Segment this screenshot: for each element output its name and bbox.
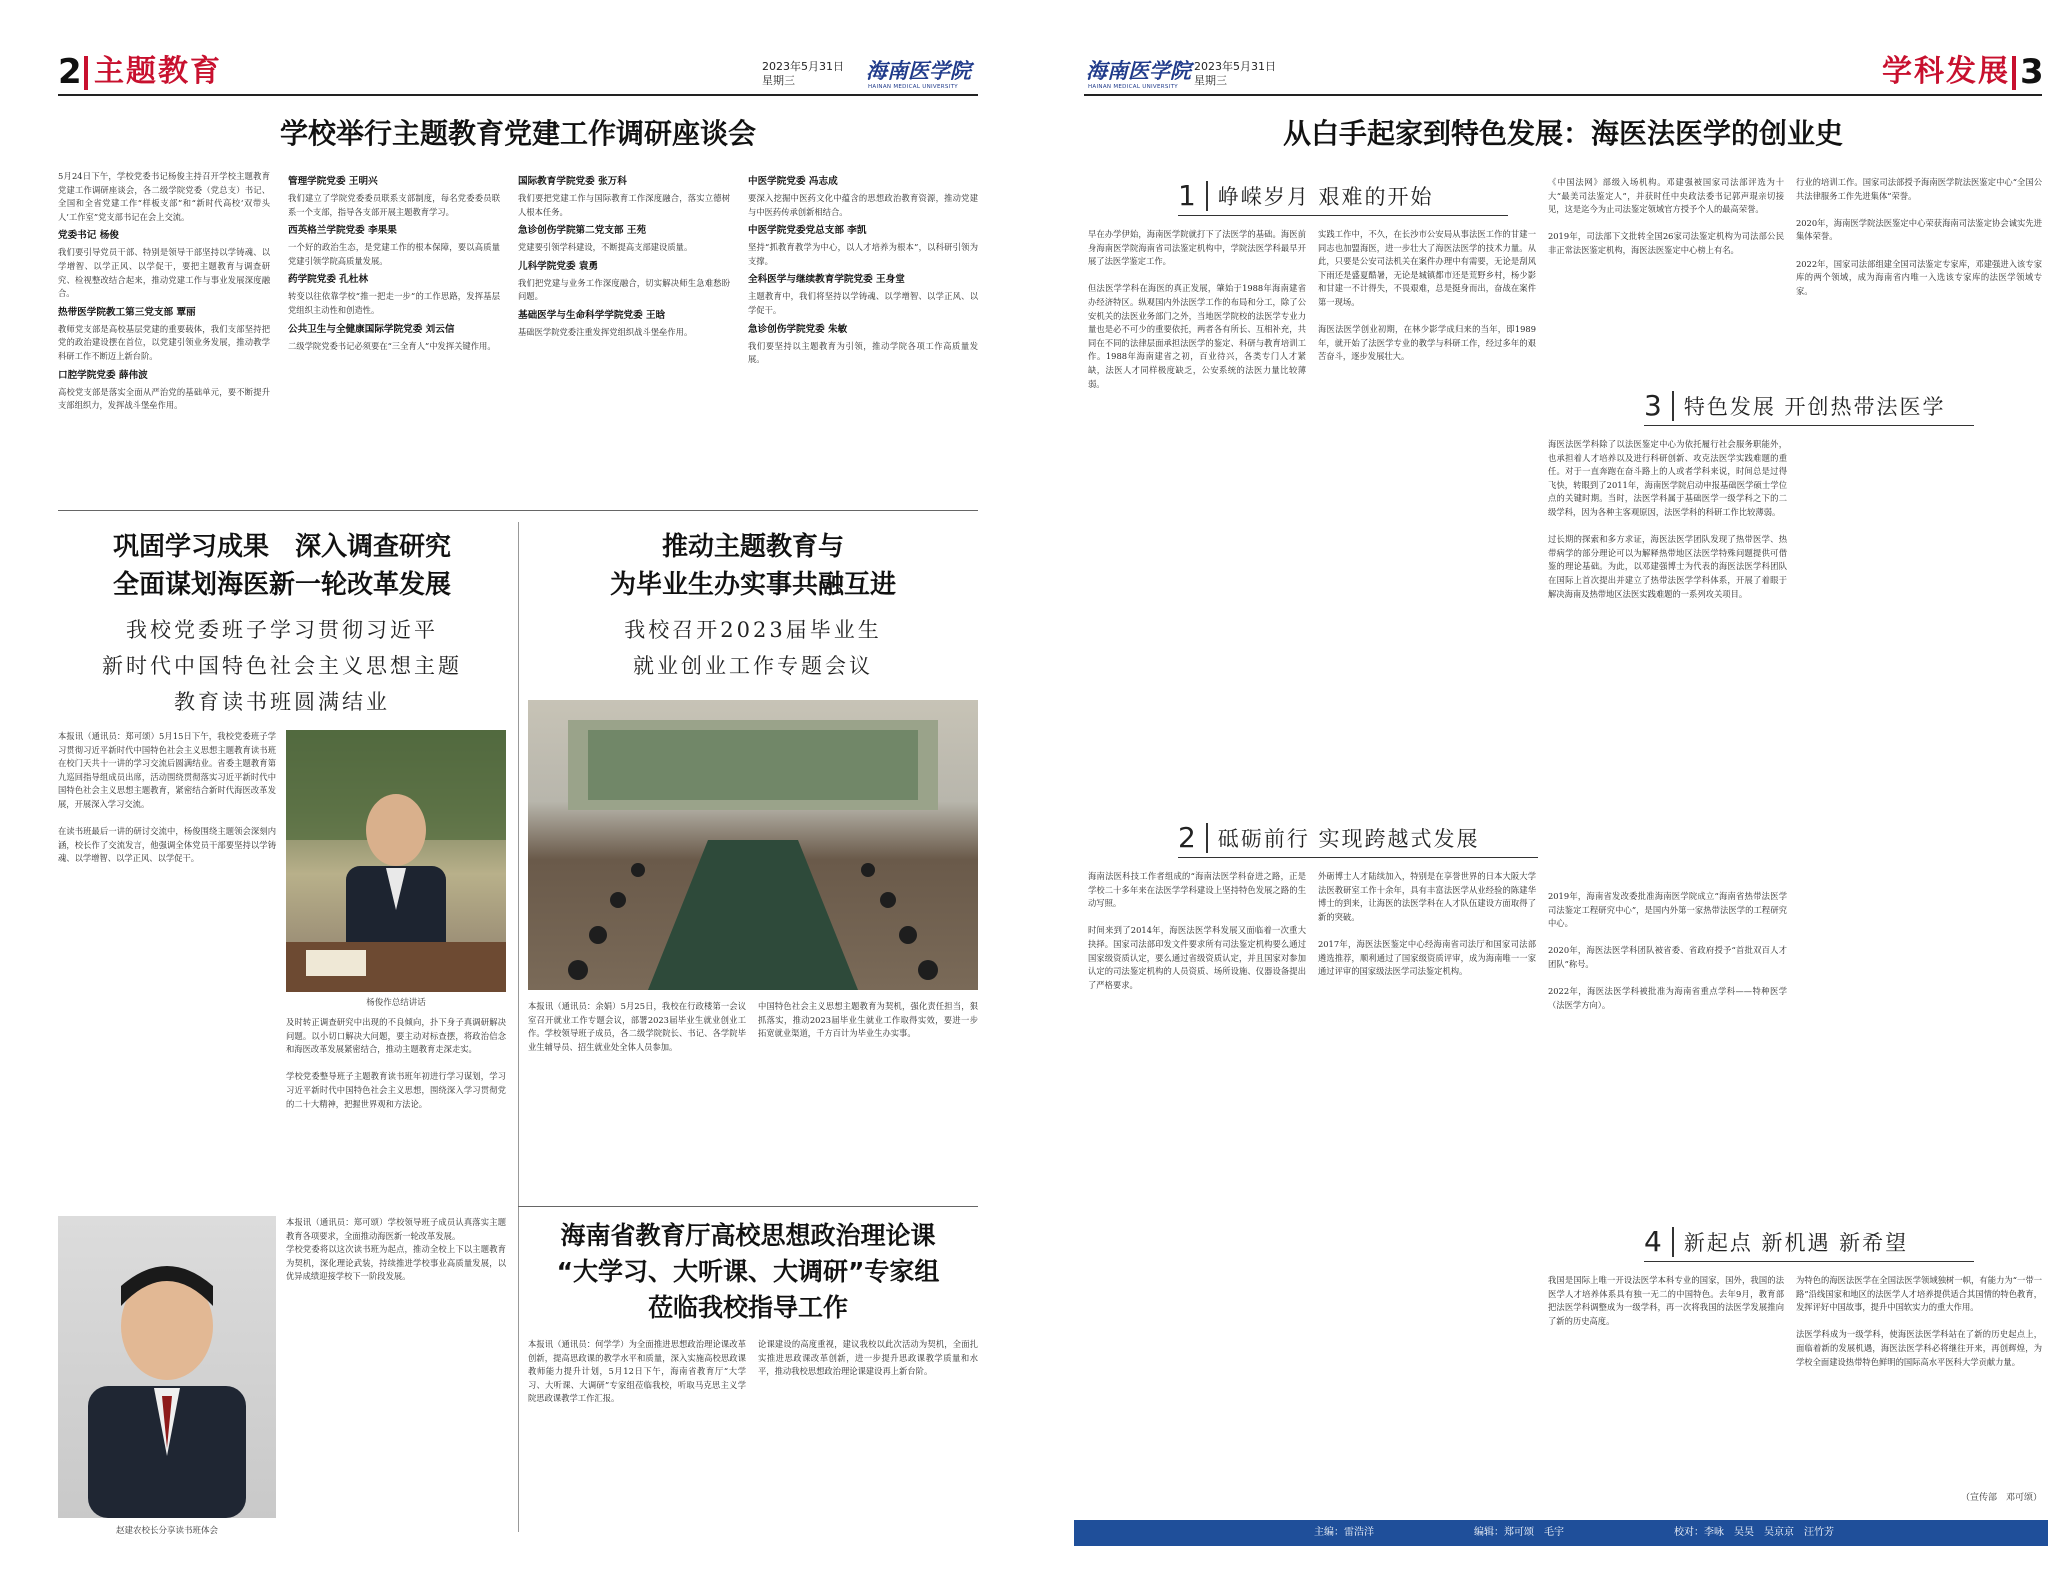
article4-headline-line2: “大学习、大听课、大调研”专家组 [556, 1257, 940, 1286]
footer-editors: 编辑：郑可颂 毛宇 [1474, 1527, 1564, 1538]
article1-text: 我们建立了学院党委委员联系支部制度，每名党委委员联系一个支部，指导各支部开展主题教育学习。 [288, 193, 500, 217]
article-col3d [1548, 1274, 1784, 1506]
section-heading-text: 峥嵘岁月 艰难的开始 [1217, 184, 1434, 209]
article-text: 我国是国际上唯一开设法医学本科专业的国家，国外，我国的法医学人才培养体系具有独一无二的中国特色。去年9月，教育部把法医学科调整成为一级学科，再一次将我国的法医学发展推向了新的历史高度。 [1548, 1275, 1784, 1326]
page-number: 2 [58, 52, 82, 92]
section-heading-text: 新起点 新机遇 新希望 [1683, 1230, 1909, 1255]
header-bar [84, 56, 88, 90]
right-page [1074, 0, 2048, 1596]
article1-subtitle: 公共卫生与全健康国际学院党委 刘云信 [288, 323, 455, 335]
issue-date: 2023年5月31日 [762, 60, 844, 73]
article-col3a [1548, 176, 1784, 386]
section-number: 3 [1644, 391, 1674, 421]
article1-text: 我们要把党建工作与国际教育工作深度融合，落实立德树人根本任务。 [518, 193, 730, 217]
article1-subtitle: 急诊创伤学院党委 朱敏 [748, 323, 848, 335]
article-text: 2019年，海南省发改委批准海南医学院成立“海南省热带法医学司法鉴定工程研究中心”，是国内外第一家热带法医学的工程研究中心。 2020年，海医法医学科团队被省委、省政府授予“首批双百人才团队”称号。 2022年，海医法医学科被批准为海南省重点学科——特种医学（法医学方向）。 [1548, 891, 1787, 1010]
section-number: 4 [1644, 1227, 1674, 1257]
article2-sub-line2: 新时代中国特色社会主义思想主题 [102, 654, 462, 678]
article3-sub-line2: 就业创业工作专题会议 [633, 654, 873, 678]
article2-headline [58, 528, 506, 604]
article-text: 海南法医科技工作者组成的“海南法医学科奋进之路，正是学校二十多年来在法医学学科建设上坚持特色发展之路的生动写照。 时间来到了2014年，海医法医学科发展又面临着一次重大抉择。国家司法部印发文件要求所有司法鉴定机构要么通过国家级资质认定，要么通过省级资质认定，并且国家对参加认定的司法鉴定机构的人员资质、场所设施、仪器设备提出了严格要求。 [1088, 871, 1306, 990]
article1-subtitle: 中医学院党委 冯志成 [748, 176, 838, 187]
article1-col4 [748, 170, 978, 500]
article2-text: 及时转正调查研究中出现的不良倾向，扑下身子真调研解决问题。以小切口解决大问题，要主动对标查摆，将政治信念和海医改革发展紧密结合，推动主题教育走深走实。 学校党委整导班子主题教育读书班年初进行学习谋划，学习习近平新时代中国特色社会主义思想，围绕深入学习贯彻党的二十大精神，把握世界观和方法论。 [286, 1017, 506, 1109]
photo-yang-jun-speech [286, 730, 506, 992]
article1-headline: 学校举行主题教育党建工作调研座谈会 [279, 117, 756, 150]
newspaper-logo-en: HAINAN MEDICAL UNIVERSITY [868, 84, 958, 90]
article3-headline [528, 528, 978, 604]
article1-text: 要深入挖掘中医药文化中蕴含的思想政治教育资源，推动党建与中医药传承创新相结合。 [748, 193, 978, 217]
section-number: 1 [1178, 181, 1208, 211]
article1-text: 我们把党建与业务工作深度融合，切实解决师生急难愁盼问题。 [518, 277, 730, 302]
footer-bar [1074, 1520, 2048, 1546]
page-gutter [1000, 0, 1074, 1596]
section-heading-text: 砥砺前行 实现跨越式发展 [1217, 826, 1480, 851]
article2-sub-line3: 教育读书班圆满结业 [174, 690, 390, 714]
article-col1a [1088, 228, 1306, 814]
article1-text: 党建要引领学科建设，不断提高支部建设质量。 [518, 242, 693, 253]
article1-text: 一个好的政治生态，是党建工作的根本保障，要以高质量党建引领学院高质量发展。 [288, 242, 500, 266]
photo-employment-meeting [528, 700, 978, 990]
article1-text: 坚持“抓教育教学为中心，以人才培养为根本”，以科研引领为支撑。 [748, 242, 978, 266]
section-heading-text: 特色发展 开创热带法医学 [1683, 394, 1946, 419]
column-divider [518, 522, 519, 1532]
article2-headline-line1: 巩固学习成果 深入调查研究 [112, 532, 451, 562]
article-text: 海医法医学科除了以法医鉴定中心为依托履行社会服务职能外，也承担着人才培养以及进行科研创新、攻克法医学实践难题的重任。对于一直奔跑在奋斗路上的人或者学科来说，时间总是过得飞快，转眼到了2011年，海南医学院启动申报基础医学硕士学位点的关键时期。当时，法医学科属于基础医学一级学科之下的二级学科，因为各种主客观原因，法医学科的科研工作比较薄弱。 过长期的探索和多方求证，海医法医学团队发现了热带医学、热带病学的部分理论可以为解释热带地区法医学特殊问题提供可借鉴的理论基础。为此，以邓建强博士为代表的海医法医学科团队在国际上首次提出并建立了热带法医学学科体系，开展了着眼于解决海南及热带地区法医实践难题的一系列攻关项目。 [1548, 439, 1787, 599]
article-col4d [1796, 1274, 2042, 1486]
footer-editor-in-chief: 主编：雷浩洋 [1314, 1527, 1374, 1538]
section-divider [58, 510, 978, 511]
article1-col2 [288, 170, 500, 500]
article3-sub-line1: 我校召开2023届毕业生 [624, 618, 882, 642]
article-col2a [1318, 228, 1536, 814]
article4-text: 本报讯（通讯员：何学学）为全面推进思想政治理论课改革创新，提高思政课的教学水平和质量，深入实施高校思政课教师能力提升计划，5月12日下午，海南省教育厅“大学习、大听课、大调研”专家组莅临我校，听取马克思主义学院思政课教学工作汇报。 [528, 1339, 746, 1404]
article-text: 早在办学伊始，海南医学院就打下了法医学的基础。海医前身海南医学院海南省司法鉴定机构中，学院法医学科最早开展了法医学鉴定工作。 但法医学学科在海医的真正发展，肇始于1988年海南建省办经济特区。纵观国内外法医学工作的布局和分工，除了公安机关的法医业务部门之外，当地医学院校的法医学专业力量也是必不可少的重要依托，两者各有所长、互相补充，共同在不同的法律层面承担法医学的鉴定、科研与教育培训工作。1988年海南建省之初，百业待兴，各类专门人才紧缺，法医人才同样极度缺乏，公安系统的法医力量比较薄弱。 [1088, 229, 1306, 389]
left-page [0, 0, 1000, 1596]
section-divider [518, 1206, 978, 1207]
article1-subtitle: 党委书记 杨俊 [58, 230, 119, 242]
article1-subtitle: 国际教育学院党委 张万科 [518, 176, 627, 187]
meeting-room-photo-icon [528, 700, 978, 990]
article3-headline-line1: 推动主题教育与 [661, 532, 844, 562]
section-heading-1 [1178, 176, 1508, 216]
article1-subtitle: 药学院党委 孔杜林 [288, 274, 369, 286]
article1-subtitle: 西英格兰学院党委 李果果 [288, 225, 397, 237]
article3-col1 [528, 1000, 746, 1198]
article1-text: 基础医学院党委注重发挥党组织战斗堡垒作用。 [518, 326, 693, 337]
article-col34b [1548, 438, 2042, 878]
article-col34c [1548, 890, 2042, 1210]
article4-text: 论课建设的高度重视，建议我校以此次活动为契机，全面扎实推进思政课改革创新，进一步提升思政课教学质量和水平，推动我校思想政治理论课建设再上新台阶。 [758, 1339, 978, 1377]
header-bar [2012, 56, 2016, 90]
article1-subtitle: 口腔学院党委 薛伟波 [58, 369, 148, 381]
article-col2c [1318, 870, 1536, 1510]
article1-subtitle: 热带医学院教工第三党支部 覃丽 [58, 306, 196, 318]
issue-date: 2023年5月31日 [1194, 60, 1276, 73]
article-byline: （宣传部 邓可颂） [1960, 1493, 2042, 1503]
section-title: 主题教育 [94, 54, 222, 89]
article3-text: 中国特色社会主义思想主题教育为契机，强化责任担当，狠抓落实，推动2023届毕业生就业工作取得实效，要进一步拓宽就业渠道，千方百计为毕业生办实事。 [758, 1001, 978, 1039]
issue-weekday: 星期三 [762, 74, 795, 87]
article4-col1 [528, 1338, 746, 1534]
newspaper-logo: 海南医学院 [866, 59, 971, 83]
article1-subtitle: 儿科学院党委 袁勇 [518, 260, 599, 272]
section-number: 2 [1178, 823, 1208, 853]
article1-text: 5月24日下午，学校党委书记杨俊主持召开学校主题教育党建工作调研座谈会，各二级学院党委（党总支）书记、全国和全省党建工作“样板支部”和“新时代高校‘双带头人’工作室”党支部书记在会上交流。 [58, 171, 270, 222]
article1-subtitle: 中医学院党委党总支部 李凯 [748, 225, 867, 237]
footer-proofread: 校对：李咏 吴昊 吴京京 汪竹芳 [1674, 1527, 1834, 1538]
article2-col3 [286, 1216, 506, 1536]
article4-headline-line3: 莅临我校指导工作 [647, 1293, 848, 1322]
newspaper-logo-en: HAINAN MEDICAL UNIVERSITY [1088, 84, 1178, 90]
portrait-photo-icon [286, 730, 506, 992]
article1-subtitle: 急诊创伤学院第二党支部 王苑 [518, 225, 647, 237]
article3-headline-line2: 为毕业生办实事共融互进 [609, 570, 896, 600]
article-text: 《中国法网》部级入场机构。邓建强被国家司法部评选为十大“最美司法鉴定人”，并获时任中央政法委书记郭声琨亲切接见，这是迄今为止司法鉴定领域官方授予个人的最高荣誉。 2019年，司法部下文批转全国26家司法鉴定机构为司法部公民非正常法医鉴定机构，海医法医鉴定中心榜上有名。 [1548, 177, 1784, 255]
photo2-caption: 赵建农校长分享读书班体会 [115, 1526, 218, 1536]
article-text: 行业的培训工作。国家司法部授予海南医学院法医鉴定中心“全国公共法律服务工作先进集体”荣誉。 2020年，海南医学院法医鉴定中心荣获海南司法鉴定协会诚实先进集体荣誉。 2022年，国家司法部组建全国司法鉴定专家库，邓建强进入该专家库的两个领域，成为海南省内唯一入选该专家库的法医学领域专家。 [1796, 177, 2042, 296]
article1-text: 我们要坚持以主题教育为引领，推动学院各项工作高质量发展。 [748, 340, 978, 365]
article2-text: 本报讯（通讯员：郑可颂）5月15日下午，我校党委班子学习贯彻习近平新时代中国特色社会主义思想主题教育读书班在校门天共十一讲的学习交流后圆满结业。省委主题教育第九巡回指导组成员出席，活动围绕贯彻落实习近平新时代中国特色社会主义思想主题教育，紧密结合新时代海医改革发展，开展深入学习交流。 在读书班最后一讲的研讨交流中，杨俊围绕主题领会深刻内涵，校长作了交流发言，他强调全体党员干部要坚持以学铸魂、以学增智、以学正风、以学促干。 [58, 731, 276, 864]
article-text: 外砺博士人才陆续加入，特别是在享誉世界的日本大阪大学法医教研室工作十余年，具有丰富法医学从业经验的陈建华博士的到来，让海医的法医学科在人才队伍建设方面取得了新的突破。 2017年，海医法医鉴定中心经海南省司法厅和国家司法部遴选推荐，顺利通过了国家级资质评审，成为海南唯一一家通过评审的国家级法医学司法鉴定机构。 [1318, 871, 1536, 977]
article1-text: 教师党支部是高校基层党建的重要载体，我们支部坚持把党的政治建设摆在首位，以党建引领业务发展，推动教学科研工作不断迈上新台阶。 [58, 323, 270, 361]
article4-headline-line1: 海南省教育厅高校思想政治理论课 [560, 1221, 936, 1250]
header-rule [58, 94, 978, 96]
article4-headline [518, 1218, 978, 1326]
article2-sub-line1: 我校党委班子学习贯彻习近平 [126, 618, 438, 642]
article1-text: 转变以往依靠学校“推一把走一步”的工作思路，发挥基层党组织主动性和创造性。 [288, 291, 500, 315]
article1-text: 主题教育中，我们将坚持以学铸魂、以学增智、以学正风、以学促干。 [748, 291, 978, 315]
section-heading-3 [1644, 386, 1974, 426]
portrait-photo-icon [58, 1216, 276, 1518]
photo1-caption: 杨俊作总结讲话 [366, 998, 426, 1008]
article1-text: 二级学院党委书记必须要在“三全育人”中发挥关键作用。 [288, 340, 496, 351]
article1-col1 [58, 170, 270, 500]
header-rule [1084, 94, 2042, 96]
article2-text: 学校党委将以这次读书班为起点，推动全校上下以主题教育为契机，深化理论武装，持续推进学校事业高质量发展，以优异成绩迎接学校下一阶段发展。 [286, 1244, 506, 1282]
newspaper-logo: 海南医学院 [1086, 59, 1191, 83]
article1-subtitle: 管理学院党委 王明兴 [288, 176, 378, 187]
article3-col2 [758, 1000, 978, 1198]
article1-subtitle: 基础医学与生命科学学院党委 王晗 [518, 309, 666, 321]
issue-weekday: 星期三 [1194, 74, 1227, 87]
article3-text: 本报讯（通讯员：余娟）5月25日，我校在行政楼第一会议室召开就业工作专题会议，部署2023届毕业生就业创业工作。学校领导班子成员，各二级学院院长、书记、各学院毕业生辅导员、招生就业处全体人员参加。 [528, 1001, 746, 1052]
article-text: 实践工作中，不久，在长沙市公安局从事法医工作的甘建一同志也加盟海医，进一步壮大了海医法医学的技术力量。从此，只要是公安司法机关在案件办理中有需要，无论是刮风下雨还是盛夏酷暑，无论是城镇都市还是荒野乡村，杨少影和甘建一不计得失，不畏艰难，总是挺身而出，奋战在案件第一现场。 海医法医学创业初期，在林少影学成归来的当年，即1989年，就开始了法医学专业的教学与科研工作，经过多年的艰苦奋斗，逐步发展壮大。 [1318, 229, 1536, 362]
article2-col1 [58, 730, 276, 1206]
section-heading-4 [1644, 1222, 1974, 1262]
article1-text: 高校党支部是落实全面从严治党的基础单元，要不断提升支部组织力，发挥战斗堡垒作用。 [58, 386, 270, 411]
article2-text: 本报讯（通讯员：郑可颂）学校领导班子成员认真落实主题教育各项要求，全面推动海医新一轮改革发展。 [286, 1217, 506, 1241]
article2-subheadline [58, 612, 506, 720]
article1-col3 [518, 170, 730, 500]
article3-subheadline [528, 612, 978, 684]
article-col4a [1796, 176, 2042, 386]
article-col1c [1088, 870, 1306, 1510]
article4-col2 [758, 1338, 978, 1534]
article1-text: 我们要引导党员干部、特别是领导干部坚持以学铸魂、以学增智、以学正风、以学促干，要把主题教育与调查研究、检视整改结合起来，推动党建工作与事业发展深度融合。 [58, 247, 270, 299]
section-title: 学科发展 [1882, 54, 2010, 89]
page-number: 3 [2020, 52, 2044, 92]
article2-headline-line2: 全面谋划海医新一轮改革发展 [112, 570, 451, 600]
article1-subtitle: 全科医学与继续教育学院党委 王身堂 [748, 274, 905, 286]
main-headline: 从白手起家到特色发展：海医法医学的创业史 [1282, 117, 1843, 150]
article-text: 为特色的海医法医学在全国法医学领域独树一帜，有能力为“一带一路”沿线国家和地区的法医学人才培养提供适合其国情的特色教育，发挥评好中国故事，提升中国软实力的重大作用。 法医学科成为一级学科，使海医法医学科站在了新的历史起点上，面临着新的发展机遇，海医法医学科必将继往开来，再创辉煌，为学校全面建设热带特色鲜明的国际高水平医科大学贡献力量。 [1796, 1275, 2042, 1367]
section-heading-2 [1178, 818, 1538, 858]
photo-zhao-jiannong [58, 1216, 276, 1518]
article2-col2 [286, 1016, 506, 1206]
